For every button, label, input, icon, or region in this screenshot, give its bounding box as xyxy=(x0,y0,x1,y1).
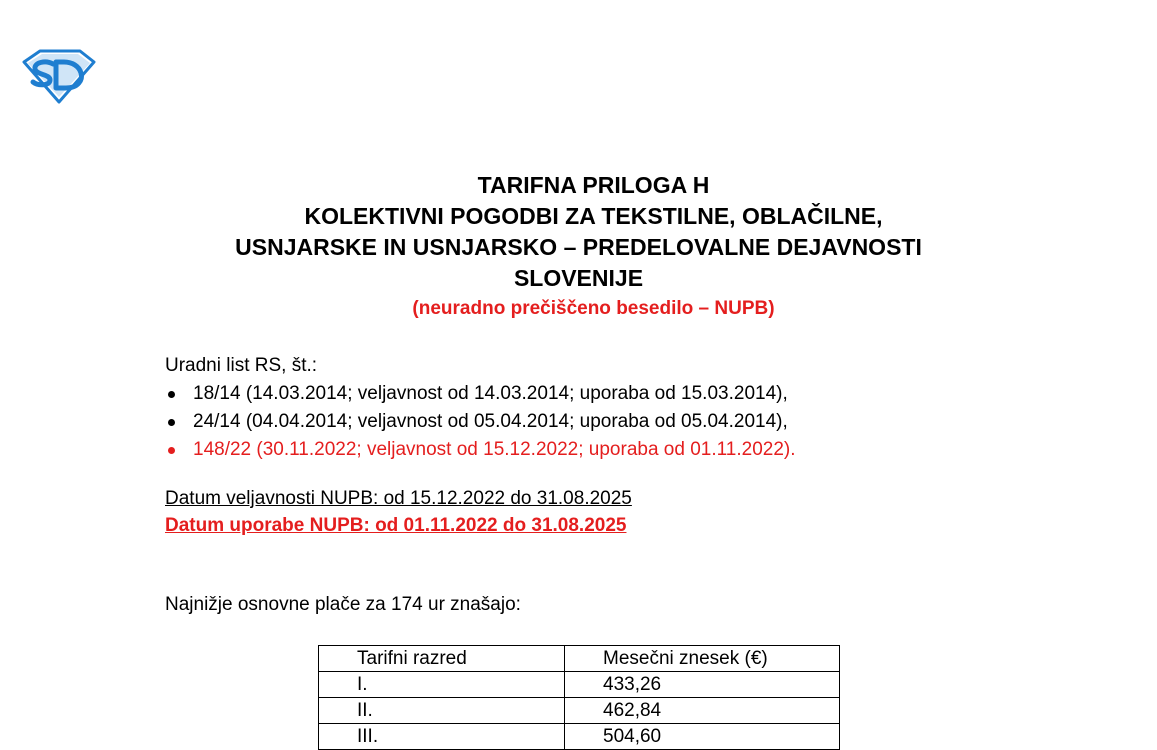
table-cell: 462,84 xyxy=(565,698,840,724)
gazette-item xyxy=(165,436,796,464)
table-header-cell: Tarifni razred xyxy=(319,646,565,672)
gazette-references xyxy=(165,352,796,464)
gazette-item-text: 148/22 (30.11.2022; veljavnost od 15.12.2022; uporaba od 01.11.2022). xyxy=(193,439,796,460)
title-line-2: KOLEKTIVNI POGODBI ZA TEKSTILNE, OBLAČILNE, xyxy=(304,203,883,229)
bullet-icon xyxy=(168,391,175,398)
table-cell: II. xyxy=(319,698,565,724)
gazette-item-text: 18/14 (14.03.2014; veljavnost od 14.03.2014; uporaba od 15.03.2014), xyxy=(193,383,788,404)
gazette-label: Uradni list RS, št.: xyxy=(165,355,318,376)
gazette-item-text: 24/14 (04.04.2014; veljavnost od 05.04.2014; uporaba od 05.04.2014), xyxy=(193,411,788,432)
tariff-table xyxy=(318,645,840,750)
table-cell: 433,26 xyxy=(565,672,840,698)
application-date: Datum uporabe NUPB: od 01.11.2022 do 31.08.2025 xyxy=(165,515,627,536)
title-line-3: USNJARSKE IN USNJARSKO – PREDELOVALNE DEJAVNOSTI xyxy=(235,234,922,260)
document-subtitle: (neuradno prečiščeno besedilo – NUPB) xyxy=(412,298,775,319)
validity-date: Datum veljavnosti NUPB: od 15.12.2022 do 31.08.2025 xyxy=(165,488,632,509)
table-header-row xyxy=(319,646,840,672)
table-cell: III. xyxy=(319,724,565,750)
table-row xyxy=(319,672,840,698)
sd-logo-icon xyxy=(22,48,96,104)
bullet-icon xyxy=(168,447,175,454)
gazette-item xyxy=(165,380,796,408)
document-title xyxy=(0,170,1157,294)
gazette-list xyxy=(165,380,796,464)
intro-text: Najnižje osnovne plače za 174 ur znašajo: xyxy=(165,594,521,615)
nupb-dates xyxy=(165,485,632,539)
table-header-cell: Mesečni znesek (€) xyxy=(565,646,840,672)
table-row xyxy=(319,724,840,750)
title-line-4: SLOVENIJE xyxy=(513,265,644,291)
title-line-1: TARIFNA PRILOGA H xyxy=(477,172,710,198)
bullet-icon xyxy=(168,419,175,426)
gazette-item xyxy=(165,408,796,436)
table-cell: 504,60 xyxy=(565,724,840,750)
table-cell: I. xyxy=(319,672,565,698)
table-row xyxy=(319,698,840,724)
